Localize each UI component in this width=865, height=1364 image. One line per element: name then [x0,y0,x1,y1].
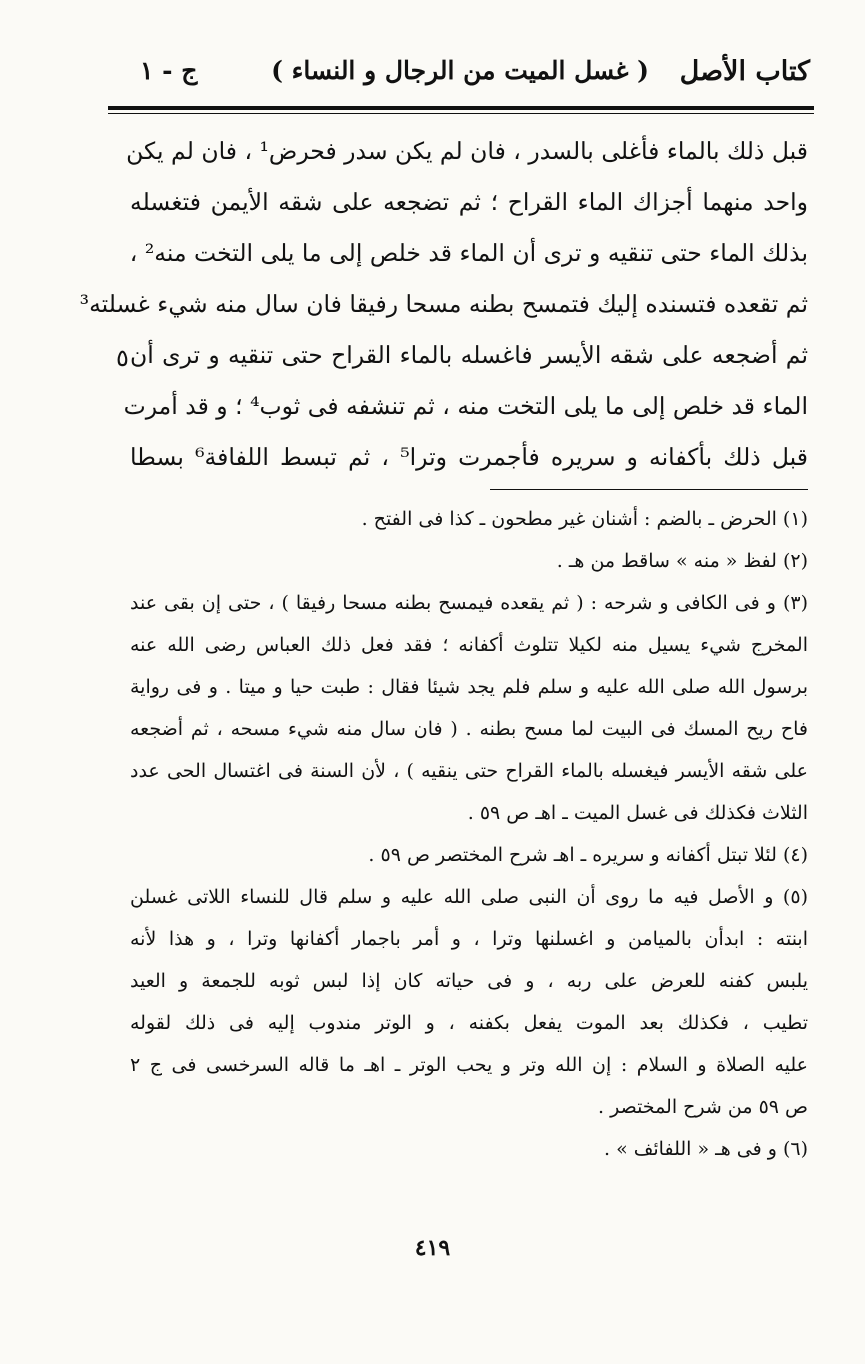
footnote-line: (٣) و فى الكافى و شرحه : ( ثم يقعده فيمسح بطنه مسحا رفيقا ) ، حتى إن بقى عند [130,592,808,614]
footnote-line: (٢) لفظ « منه » ساقط من هـ . [556,550,808,572]
text-line: قبل ذلك بالماء فأغلى بالسدر ، فان لم يكن سدر فحرض¹ ، فان لم يكن [126,137,808,165]
footnote-line: ابنته : ابدأن بالميامن و اغسلنها وترا ، و أمر باجمار أكفانها وترا ، و هذا لأنه [130,928,808,950]
footnote-line: ص ٥٩ من شرح المختصر . [598,1096,808,1118]
footnote-line: (٥) و الأصل فيه ما روى أن النبى صلى الله عليه و سلم قال للنساء اللاتى غسلن [130,886,808,908]
footnote-line: تطيب ، فكذلك بعد الموت يفعل بكفنه ، و الوتر مندوب إليه فى ذلك لقوله [130,1012,808,1034]
footnotes [130,498,808,1170]
footnote-line: على شقه الأيسر فيغسله بالماء القراح حتى ينقيه ) ، لأن السنة فى اغتسال الحى عدد [130,760,808,782]
text-line: الماء قد خلص إلى ما يلى التخت منه ، ثم تنشفه فى ثوب⁴ ؛ و قد أمرت [123,392,808,420]
header-rule-thick [108,106,814,110]
footnote-line: الثلاث فكذلك فى غسل الميت ـ اهـ ص ٥٩ . [467,802,808,824]
text-line: قبل ذلك بأكفانه و سريره فأجمرت وترا⁵ ، ثم تبسط اللفافة⁶ بسطا [130,443,808,471]
footnote-separator [490,489,808,490]
main-text [79,126,808,483]
footnote-line: يلبس كفنه للعرض على ربه ، و فى حياته كان إذا لبس ثوبه للجمعة و العيد [130,970,808,992]
book-title: كتاب الأصل [679,56,810,87]
volume-label: ج - ١ [140,56,198,85]
footnote-line: (١) الحرض ـ بالضم : أشنان غير مطحون ـ كذا فى الفتح . [361,508,808,530]
text-line: ثم أضجعه على شقه الأيسر فاغسله بالماء القراح حتى تنقيه و ترى أن [130,341,808,369]
text-line: واحد منهما أجزاك الماء القراح ؛ ثم تضجعه على شقه الأيمن فتغسله [130,188,808,216]
footnote-line: المخرج شيء يسيل منه لكيلا تتلوث أكفانه ؛ فقد فعل ذلك العباس رضى الله عنه [130,634,808,656]
chapter-title: ( غسل الميت من الرجال و النساء ) [271,56,649,85]
footnote-line: (٤) لئلا تبتل أكفانه و سريره ـ اهـ شرح المختصر ص ٥٩ . [368,844,808,866]
footnote-line: (٦) و فى هـ « اللفائف » . [603,1138,808,1160]
text-line: بذلك الماء حتى تنقيه و ترى أن الماء قد خلص إلى ما يلى التخت منه² ، [129,239,808,267]
text-line: ثم تقعده فتسنده إليك فتمسح بطنه مسحا رفيقا فان سال منه شيء غسلته³ [79,290,808,318]
running-header [110,48,810,98]
header-rule-thin [108,113,814,114]
footnote-line: فاح ريح المسك فى البيت لما مسح بطنه . ( فان سال منه شيء مسحه ، ثم أضجعه [130,718,808,740]
footnote-line: عليه الصلاة و السلام : إن الله وتر و يحب الوتر ـ اهـ ما قاله السرخسى فى ج ٢ [130,1054,808,1076]
margin-line-number: ٥ [116,344,129,372]
page-number: ٤١٩ [414,1235,451,1261]
footnote-line: برسول الله صلى الله عليه و سلم فلم يجد شيئا فقال : طبت حيا و ميتا . و فى رواية [130,676,808,698]
